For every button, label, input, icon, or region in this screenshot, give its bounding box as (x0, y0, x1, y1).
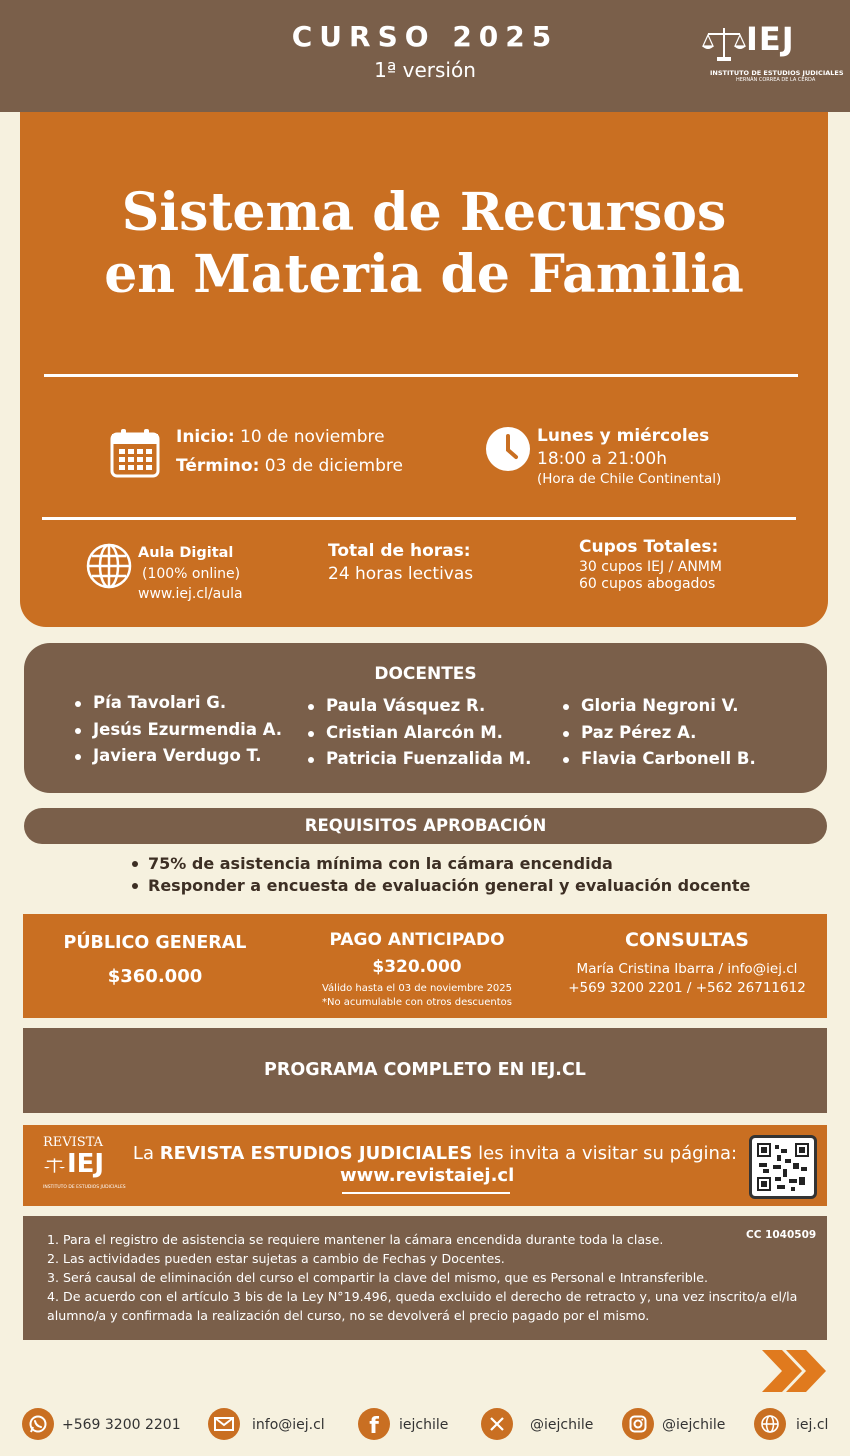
cupos-label: Cupos Totales: (579, 537, 719, 557)
teacher-item: Paz Pérez A. (563, 723, 756, 750)
double-chevron-right-icon (760, 1348, 828, 1394)
aula-mode: (100% online) (142, 566, 241, 582)
revista-url[interactable]: www.revistaiej.cl (340, 1165, 515, 1186)
teachers-list-1 (75, 693, 282, 773)
revista-invite-pre: La (132, 1143, 154, 1164)
cupos-abogados: 60 cupos abogados (579, 576, 716, 592)
contact-phones: +569 3200 2201 / +562 26711612 (568, 980, 806, 996)
x-twitter-icon[interactable] (481, 1408, 513, 1440)
teacher-item: Flavia Carbonell B. (563, 749, 756, 776)
revista-invite-name: REVISTA ESTUDIOS JUDICIALES (159, 1143, 473, 1164)
facebook-icon[interactable]: f (358, 1408, 390, 1440)
early-price: $320.000 (372, 957, 462, 977)
note-item: 1. Para el registro de asistencia se requiere mantener la cámara encendida durante toda la clase. (47, 1232, 664, 1247)
course-name-line-1: Sistema de Recursos (121, 182, 727, 243)
note-item: 4. De acuerdo con el artículo 3 bis de la Ley N°19.496, queda excluido el derecho de retracto y, una vez inscrito/a el/la (47, 1289, 798, 1304)
revista-logo-letters: IEJ (67, 1149, 105, 1179)
course-name-line-2: en Materia de Familia (104, 244, 744, 305)
end-date (176, 456, 403, 476)
divider (42, 517, 796, 520)
footer-web[interactable]: iej.cl (796, 1417, 829, 1433)
revista-logo-sub: INSTITUTO DE ESTUDIOS JUDICIALES (43, 1185, 126, 1190)
course-version: 1ª versión (374, 58, 476, 82)
early-price-validity: Válido hasta el 03 de noviembre 2025 (321, 983, 513, 994)
note-item: 2. Las actividades pueden estar sujetas a cambio de Fechas y Docentes. (47, 1251, 505, 1266)
divider (44, 374, 798, 377)
footer-email[interactable]: info@iej.cl (252, 1417, 325, 1433)
course-code: CC 1040509 (746, 1229, 817, 1241)
globe-icon[interactable] (754, 1408, 786, 1440)
program-link[interactable]: PROGRAMA COMPLETO EN IEJ.CL (264, 1060, 586, 1080)
end-date-value: 03 de diciembre (264, 456, 403, 476)
clock-icon (485, 426, 531, 472)
revista-invite-post: les invita a visitar su página: (478, 1143, 738, 1164)
iej-logo (700, 20, 844, 90)
revista-invite (130, 1143, 740, 1164)
teacher-item: Jesús Ezurmendia A. (75, 720, 282, 747)
scales-of-justice-icon (43, 1155, 65, 1177)
start-date-label: Inicio: (176, 427, 235, 447)
requirements-list (130, 854, 750, 898)
teachers-list-3 (563, 696, 756, 776)
note-item: alumno/a y confirmada la realización del curso, no se devolverá el precio pagado por el mismo. (47, 1308, 650, 1323)
early-price-label: PAGO ANTICIPADO (329, 930, 505, 950)
contact-label: CONSULTAS (625, 929, 749, 951)
scales-of-justice-icon (700, 24, 746, 64)
total-hours-value: 24 horas lectivas (328, 564, 474, 584)
teacher-item: Paula Vásquez R. (308, 696, 531, 723)
footer-x[interactable]: @iejchile (530, 1417, 594, 1433)
requirement-item: Responder a encuesta de evaluación general y evaluación docente (130, 876, 750, 898)
start-date-value: 10 de noviembre (240, 427, 385, 447)
globe-icon (85, 542, 133, 590)
contact-person: María Cristina Ibarra / info@iej.cl (576, 961, 798, 977)
teacher-item: Cristian Alarcón M. (308, 723, 531, 750)
instagram-icon[interactable] (622, 1408, 654, 1440)
general-price: $360.000 (107, 966, 203, 987)
aula-title: Aula Digital (138, 545, 234, 561)
revista-logo (43, 1135, 126, 1197)
timezone-note: (Hora de Chile Continental) (537, 471, 722, 487)
logo-subtitle-2: HERNÁN CORREA DE LA CERDA (736, 77, 816, 83)
revista-logo-word: REVISTA (43, 1135, 104, 1150)
footer-instagram[interactable]: @iejchile (662, 1417, 726, 1433)
end-date-label: Término: (176, 456, 260, 476)
logo-letters: IEJ (746, 20, 795, 58)
class-hours: 18:00 a 21:00h (537, 449, 667, 469)
calendar-icon (110, 428, 160, 478)
footer-facebook[interactable]: iejchile (399, 1417, 449, 1433)
start-date (176, 427, 385, 447)
whatsapp-icon[interactable] (22, 1408, 54, 1440)
requirement-item: 75% de asistencia mínima con la cámara encendida (130, 854, 750, 876)
teacher-item: Javiera Verdugo T. (75, 746, 282, 773)
notes-list (47, 1230, 797, 1325)
early-price-disclaimer: *No acumulable con otros descuentos (321, 997, 513, 1008)
logo-subtitle: INSTITUTO DE ESTUDIOS JUDICIALES (710, 69, 844, 77)
requirements-heading: REQUISITOS APROBACIÓN (304, 816, 547, 835)
footer-phone[interactable]: +569 3200 2201 (62, 1417, 181, 1433)
revista-url-underline (342, 1192, 510, 1194)
teachers-heading: DOCENTES (374, 664, 477, 684)
general-price-label: PÚBLICO GENERAL (63, 933, 247, 953)
note-item: 3. Será causal de eliminación del curso el compartir la clave del mismo, que es Personal e Intransferible. (47, 1270, 709, 1285)
course-title: CURSO 2025 (291, 20, 559, 53)
teacher-item: Pía Tavolari G. (75, 693, 282, 720)
qr-code-icon[interactable] (749, 1135, 817, 1199)
aula-url: www.iej.cl/aula (138, 586, 243, 602)
teacher-item: Patricia Fuenzalida M. (308, 749, 531, 776)
course-name (20, 182, 828, 306)
teacher-item: Gloria Negroni V. (563, 696, 756, 723)
teachers-list-2 (308, 696, 531, 776)
email-icon[interactable] (208, 1408, 240, 1440)
total-hours-label: Total de horas: (328, 541, 471, 561)
class-days: Lunes y miércoles (537, 426, 710, 446)
cupos-iej: 30 cupos IEJ / ANMM (579, 559, 722, 575)
